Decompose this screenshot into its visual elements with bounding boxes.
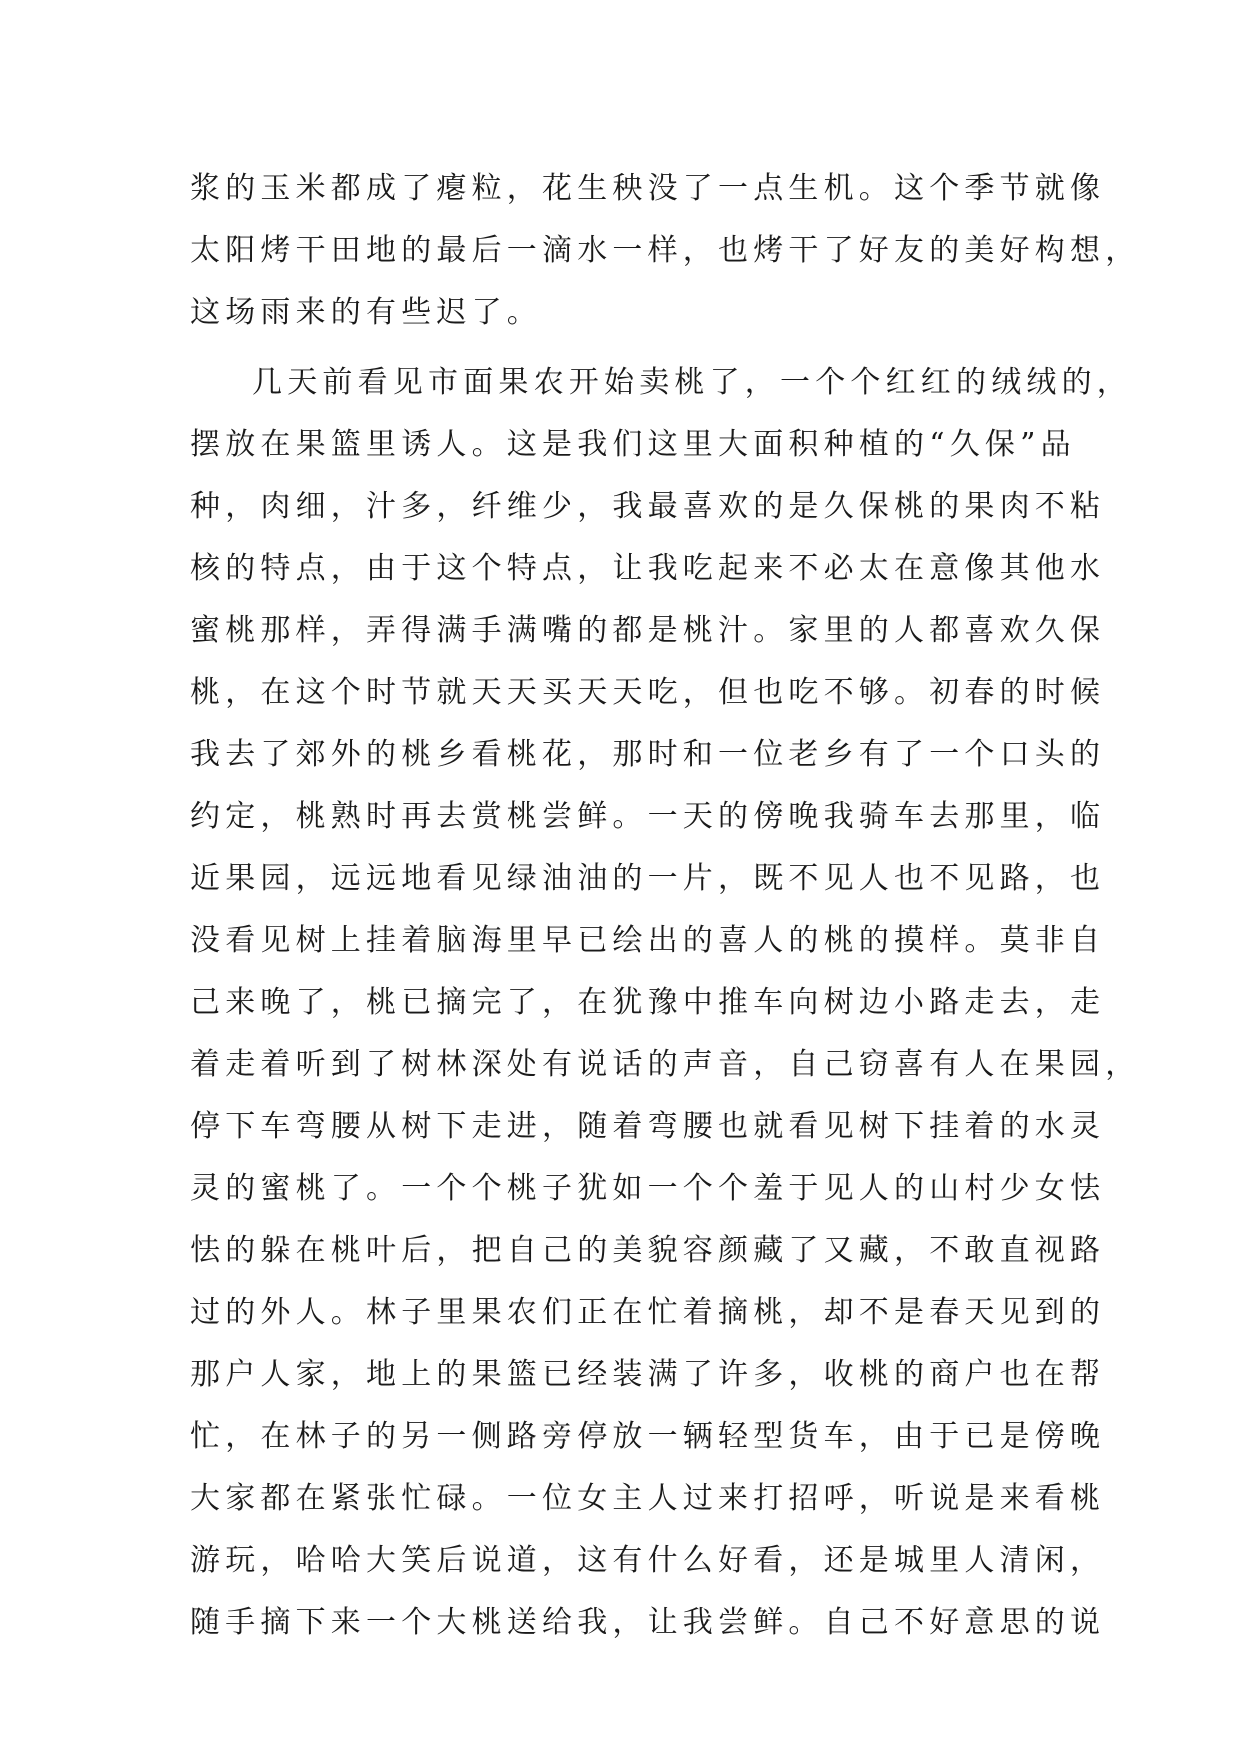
text-line: 灵的蜜桃了。一个个桃子犹如一个个羞于见人的山村少女怯 bbox=[190, 1171, 1106, 1206]
text-line: 大家都在紧张忙碌。一位女主人过来打招呼，听说是来看桃 bbox=[190, 1481, 1106, 1516]
text-line: 停下车弯腰从树下走进，随着弯腰也就看见树下挂着的水灵 bbox=[190, 1109, 1106, 1144]
text-line: 摆放在果篮里诱人。这是我们这里大面积种植的“久保”品 bbox=[190, 427, 1076, 462]
text-line: 核的特点，由于这个特点，让我吃起来不必太在意像其他水 bbox=[190, 551, 1106, 586]
text-line: 浆的玉米都成了瘪粒，花生秧没了一点生机。这个季节就像 bbox=[190, 171, 1106, 206]
text-line: 那户人家，地上的果篮已经装满了许多，收桃的商户也在帮 bbox=[190, 1357, 1106, 1392]
text-line: 着走着听到了树林深处有说话的声音，自己窃喜有人在果园， bbox=[190, 1047, 1141, 1082]
text-line: 太阳烤干田地的最后一滴水一样，也烤干了好友的美好构想， bbox=[190, 233, 1141, 268]
text-line: 忙，在林子的另一侧路旁停放一辆轻型货车，由于已是傍晚 bbox=[190, 1419, 1106, 1454]
body-text bbox=[190, 158, 1141, 1654]
text-line: 这场雨来的有些迟了。 bbox=[190, 295, 542, 330]
text-line: 我去了郊外的桃乡看桃花，那时和一位老乡有了一个口头的 bbox=[190, 737, 1106, 772]
text-line: 桃，在这个时节就天天买天天吃，但也吃不够。初春的时候 bbox=[190, 675, 1106, 710]
text-line: 近果园，远远地看见绿油油的一片，既不见人也不见路，也 bbox=[190, 861, 1106, 896]
text-line: 没看见树上挂着脑海里早已绘出的喜人的桃的摸样。莫非自 bbox=[190, 923, 1106, 958]
text-line: 游玩，哈哈大笑后说道，这有什么好看，还是城里人清闲， bbox=[190, 1543, 1106, 1578]
text-line: 约定，桃熟时再去赏桃尝鲜。一天的傍晚我骑车去那里，临 bbox=[190, 799, 1106, 834]
text-line: 己来晚了，桃已摘完了，在犹豫中推车向树边小路走去，走 bbox=[190, 985, 1106, 1020]
text-line: 蜜桃那样，弄得满手满嘴的都是桃汁。家里的人都喜欢久保 bbox=[190, 613, 1106, 648]
text-line: 怯的躲在桃叶后，把自己的美貌容颜藏了又藏，不敢直视路 bbox=[190, 1233, 1106, 1268]
text-line: 过的外人。林子里果农们正在忙着摘桃，却不是春天见到的 bbox=[190, 1295, 1106, 1330]
paragraph-first-line: 几天前看见市面果农开始卖桃了，一个个红红的绒绒的， bbox=[252, 365, 1132, 400]
text-line: 随手摘下来一个大桃送给我，让我尝鲜。自己不好意思的说 bbox=[190, 1605, 1106, 1640]
text-line: 种，肉细，汁多，纤维少，我最喜欢的是久保桃的果肉不粘 bbox=[190, 489, 1106, 524]
